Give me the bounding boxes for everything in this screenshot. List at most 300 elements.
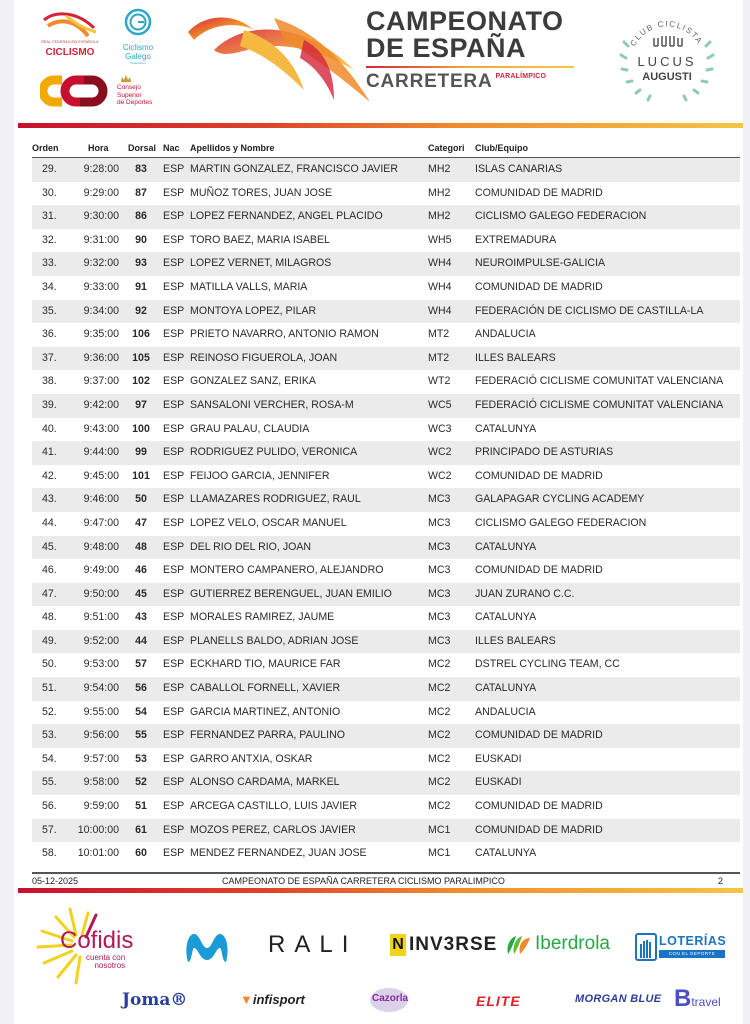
cell-club: JUAN ZURANO C.C. — [475, 587, 575, 600]
cell-hora: 9:32:00 — [83, 257, 119, 270]
cell-categoria: MC2 — [428, 776, 451, 789]
rfec-subtitle: REAL FEDERACIÓN ESPAÑOLA — [41, 40, 99, 44]
cell-nac: ESP — [163, 658, 185, 671]
sponsor-iberdrola — [504, 932, 610, 958]
col-dorsal: Dorsal — [128, 143, 157, 153]
cell-orden: 54. — [42, 752, 57, 765]
club-name-2: AUGUSTI — [642, 71, 692, 83]
cell-categoria: WH4 — [428, 257, 452, 270]
cell-orden: 43. — [42, 493, 57, 506]
cell-club: DSTREL CYCLING TEAM, CC — [475, 658, 620, 671]
title-carretera: CARRETERA — [366, 71, 493, 92]
cell-nombre: LOPEZ VELO, OSCAR MANUEL — [190, 516, 347, 529]
table-row — [32, 418, 740, 442]
cazorla-name: Cazorla — [372, 993, 409, 1004]
cell-categoria: MH2 — [428, 186, 451, 199]
crown-icon — [120, 74, 132, 83]
cell-nombre: MATILLA VALLS, MARIA — [190, 280, 308, 293]
cell-dorsal: 60 — [135, 847, 147, 860]
loterias-name: LOTERÍAS — [659, 934, 727, 948]
cell-nombre: MUÑOZ TORES, JUAN JOSE — [190, 186, 333, 199]
cell-dorsal: 105 — [132, 351, 150, 364]
cell-nombre: DEL RIO DEL RIO, JOAN — [190, 540, 312, 553]
cell-nombre: PRIETO NAVARRO, ANTONIO RAMON — [190, 328, 379, 341]
cell-club: CICLISMO GALEGO FEDERACION — [475, 210, 647, 223]
footer-date: 05-12-2025 — [32, 876, 79, 886]
cell-nac: ESP — [163, 682, 185, 695]
inverse-name: INV3RSE — [409, 934, 498, 955]
cell-nombre: MOZOS PEREZ, CARLOS JAVIER — [190, 823, 356, 836]
cell-nombre: CABALLOL FORNELL, XAVIER — [190, 682, 341, 695]
cell-dorsal: 100 — [132, 422, 150, 435]
table-row — [32, 701, 740, 725]
cell-nombre: MENDEZ FERNANDEZ, JUAN JOSE — [190, 847, 367, 860]
cell-hora: 9:43:00 — [83, 422, 119, 435]
cell-orden: 29. — [42, 163, 57, 175]
cell-orden: 35. — [42, 304, 57, 317]
cell-dorsal: 47 — [135, 516, 147, 529]
sponsor-infisport — [240, 992, 305, 1007]
cell-hora: 9:29:00 — [83, 186, 119, 199]
cell-nombre: TORO BAEZ, MARIA ISABEL — [190, 233, 330, 246]
cell-club: ANDALUCIA — [475, 328, 536, 341]
galego-logo — [118, 8, 158, 64]
cell-orden: 53. — [42, 729, 57, 742]
cell-club: CATALUNYA — [475, 540, 537, 553]
cell-hora: 9:54:00 — [83, 682, 119, 695]
cell-categoria: MC2 — [428, 682, 451, 695]
cell-orden: 30. — [42, 186, 57, 199]
cell-orden: 55. — [42, 776, 57, 789]
cell-categoria: WH4 — [428, 304, 452, 317]
cell-hora: 9:45:00 — [83, 469, 119, 482]
footer-rule — [32, 872, 740, 874]
document-page — [14, 0, 743, 1024]
table-row — [32, 559, 740, 583]
cell-nombre: RODRIGUEZ PULIDO, VERONICA — [190, 446, 358, 459]
cell-orden: 42. — [42, 469, 57, 482]
cell-categoria: MC3 — [428, 634, 451, 647]
cell-dorsal: 54 — [135, 705, 147, 718]
cell-nombre: FEIJOO GARCIA, JENNIFER — [190, 469, 330, 482]
cell-nombre: MONTERO CAMPANERO, ALEJANDRO — [190, 564, 384, 577]
table-row — [32, 300, 740, 324]
cell-hora: 9:59:00 — [83, 800, 119, 813]
cell-categoria: WH4 — [428, 280, 452, 293]
table-row — [32, 724, 740, 748]
cell-nac: ESP — [163, 186, 185, 199]
csd-logo — [40, 74, 170, 114]
table-row — [32, 653, 740, 677]
table-row — [32, 677, 740, 701]
col-hora: Hora — [88, 143, 109, 153]
col-club: Club/Equipo — [475, 143, 528, 153]
cell-dorsal: 45 — [135, 587, 147, 600]
cell-hora: 9:42:00 — [83, 398, 119, 411]
cell-club: CATALUNYA — [475, 422, 537, 435]
cell-club: COMUNIDAD DE MADRID — [475, 729, 603, 742]
cell-nac: ESP — [163, 847, 185, 860]
cell-nac: ESP — [163, 328, 185, 341]
btravel-text: travel — [691, 995, 721, 1009]
cell-dorsal: 99 — [135, 446, 147, 459]
cell-hora: 9:37:00 — [83, 375, 119, 388]
cell-dorsal: 55 — [135, 729, 147, 742]
cell-hora: 9:30:00 — [83, 210, 119, 223]
cell-categoria: MC3 — [428, 587, 451, 600]
cell-club: ILLES BALEARS — [475, 351, 556, 364]
table-row — [32, 630, 740, 654]
cell-nac: ESP — [163, 776, 185, 789]
cell-hora: 9:33:00 — [83, 280, 119, 293]
cell-club: EUSKADI — [475, 776, 522, 789]
cell-nac: ESP — [163, 540, 185, 553]
table-row — [32, 536, 740, 560]
cell-categoria: MC2 — [428, 729, 451, 742]
cell-orden: 50. — [42, 658, 57, 671]
cell-nac: ESP — [163, 257, 185, 270]
cell-nac: ESP — [163, 516, 185, 529]
cell-categoria: WC2 — [428, 469, 452, 482]
cell-nac: ESP — [163, 800, 185, 813]
sponsor-elite: ELITE — [476, 993, 521, 1009]
cell-dorsal: 91 — [135, 280, 147, 293]
cell-orden: 52. — [42, 705, 57, 718]
galego-name-1: Ciclismo — [122, 43, 154, 52]
cell-categoria: MH2 — [428, 210, 451, 223]
cell-nombre: GARRO ANTXIA, OSKAR — [190, 752, 313, 765]
table-row — [32, 252, 740, 276]
cell-orden: 39. — [42, 398, 57, 411]
cell-hora: 9:44:00 — [83, 446, 119, 459]
cell-hora: 10:00:00 — [77, 823, 119, 836]
cell-dorsal: 93 — [135, 257, 147, 270]
cell-hora: 9:56:00 — [83, 729, 119, 742]
cell-categoria: WH5 — [428, 233, 452, 246]
cell-hora: 9:31:00 — [83, 233, 119, 246]
cell-hora: 9:55:00 — [83, 705, 119, 718]
cell-dorsal: 106 — [132, 328, 150, 341]
cell-hora: 9:36:00 — [83, 351, 119, 364]
cell-nombre: ECKHARD TIO, MAURICE FAR — [190, 658, 341, 671]
cell-nac: ESP — [163, 375, 185, 388]
cell-nombre: LOPEZ FERNANDEZ, ANGEL PLACIDO — [190, 210, 383, 223]
cell-nombre: MARTIN GONZALEZ, FRANCISCO JAVIER — [190, 163, 398, 175]
table-row — [32, 488, 740, 512]
table-row — [32, 512, 740, 536]
movistar-logo-icon — [182, 928, 232, 968]
page-number: 2 — [718, 876, 724, 886]
cell-orden: 40. — [42, 422, 57, 435]
sponsor-cazorla — [369, 987, 409, 1013]
cell-club: EUSKADI — [475, 752, 522, 765]
table-header — [32, 140, 740, 158]
cell-dorsal: 90 — [135, 233, 147, 246]
cell-orden: 46. — [42, 564, 57, 577]
csd-line-3: de Deportes — [117, 99, 153, 106]
table-row — [32, 819, 740, 843]
cell-nombre: LOPEZ VERNET, MILAGROS — [190, 257, 332, 270]
rfec-swoosh-icon — [38, 10, 102, 40]
cell-nombre: LLAMAZARES RODRIGUEZ, RAUL — [190, 493, 361, 506]
cell-nac: ESP — [163, 564, 185, 577]
cofidis-name: Cofidis — [60, 927, 134, 954]
cell-dorsal: 43 — [135, 611, 147, 624]
title-line-1: CAMPEONATO — [366, 6, 564, 36]
cell-club: ILLES BALEARS — [475, 634, 556, 647]
cell-nombre: MONTOYA LOPEZ, PILAR — [190, 304, 317, 317]
cell-orden: 37. — [42, 351, 57, 364]
cell-orden: 58. — [42, 847, 57, 860]
event-title — [366, 8, 566, 93]
cell-orden: 36. — [42, 328, 57, 341]
cell-hora: 9:51:00 — [83, 611, 119, 624]
table-row — [32, 606, 740, 630]
rfec-logo — [38, 10, 102, 64]
cell-hora: 9:52:00 — [83, 634, 119, 647]
table-row — [32, 465, 740, 489]
cell-nombre: REINOSO FIGUEROLA, JOAN — [190, 351, 338, 364]
cell-orden: 34. — [42, 280, 57, 293]
title-line-3 — [366, 71, 566, 93]
cell-dorsal: 50 — [135, 493, 147, 506]
csd-line-2: Superior — [117, 91, 142, 99]
cell-nac: ESP — [163, 634, 185, 647]
club-name-1: LUCUS — [637, 54, 697, 69]
laurel-wreath-icon — [614, 6, 720, 112]
cell-nac: ESP — [163, 823, 185, 836]
cell-nac: ESP — [163, 210, 185, 223]
cell-orden: 47. — [42, 587, 57, 600]
table-row — [32, 795, 740, 819]
start-list-table — [32, 140, 740, 866]
csd-line-1: Consejo — [117, 84, 141, 91]
cell-categoria: MC3 — [428, 611, 451, 624]
cell-nac: ESP — [163, 304, 185, 317]
inverse-badge: N — [390, 934, 406, 956]
cell-club: CATALUNYA — [475, 682, 537, 695]
cell-nombre: ARCEGA CASTILLO, LUIS JAVIER — [190, 800, 358, 813]
cell-club: CATALUNYA — [475, 611, 537, 624]
table-row — [32, 583, 740, 607]
col-orden: Orden — [32, 143, 59, 153]
col-nombre: Apellidos y Nombre — [190, 143, 275, 153]
sponsor-cofidis — [36, 905, 156, 985]
cell-nombre: SANSALONI VERCHER, ROSA-M — [190, 398, 354, 411]
cell-orden: 45. — [42, 540, 57, 553]
btravel-b: B — [674, 985, 692, 1012]
header-gradient-bar — [18, 123, 743, 128]
sponsor-btravel — [674, 985, 721, 1013]
table-row — [32, 441, 740, 465]
cell-club: FEDERACIÓN DE CICLISMO DE CASTILLA-LA — [475, 304, 704, 317]
cell-categoria: MC2 — [428, 658, 451, 671]
cell-categoria: WC3 — [428, 422, 452, 435]
cell-categoria: MH2 — [428, 163, 451, 175]
cofidis-tagline — [86, 954, 125, 970]
galego-g-icon — [123, 8, 153, 36]
cell-orden: 31. — [42, 210, 57, 223]
cell-nac: ESP — [163, 729, 185, 742]
cell-hora: 9:34:00 — [83, 304, 119, 317]
table-row — [32, 394, 740, 418]
cell-dorsal: 48 — [135, 540, 147, 553]
cell-orden: 56. — [42, 800, 57, 813]
cell-dorsal: 83 — [135, 163, 147, 175]
cell-club: COMUNIDAD DE MADRID — [475, 469, 603, 482]
cell-nac: ESP — [163, 422, 185, 435]
cofidis-tagline-1: cuenta con — [86, 953, 126, 962]
cell-nac: ESP — [163, 611, 185, 624]
galego-name-2: Galego — [125, 52, 151, 61]
cell-hora: 9:50:00 — [83, 587, 119, 600]
cell-hora: 9:47:00 — [83, 516, 119, 529]
cell-dorsal: 86 — [135, 210, 147, 223]
cell-club: CICLISMO GALEGO FEDERACION — [475, 516, 647, 529]
cell-club: COMUNIDAD DE MADRID — [475, 186, 603, 199]
cyclist-swoosh-graphic — [184, 10, 372, 106]
cell-orden: 57. — [42, 823, 57, 836]
cell-nombre: GRAU PALAU, CLAUDIA — [190, 422, 310, 435]
header — [14, 0, 743, 125]
cell-orden: 49. — [42, 634, 57, 647]
cell-categoria: MC1 — [428, 823, 451, 836]
cell-categoria: WC5 — [428, 398, 452, 411]
sponsor-joma: Joma® — [122, 990, 188, 1010]
cell-orden: 48. — [42, 611, 57, 624]
footer-gradient-bar — [18, 888, 743, 893]
cell-nombre: PLANELLS BALDO, ADRIAN JOSE — [190, 634, 359, 647]
cell-dorsal: 52 — [135, 776, 147, 789]
cofidis-tagline-2: nosotros — [94, 961, 126, 970]
cell-dorsal: 53 — [135, 752, 147, 765]
cell-nac: ESP — [163, 446, 185, 459]
csd-mark-icon — [40, 74, 112, 108]
cell-orden: 44. — [42, 516, 57, 529]
cell-nac: ESP — [163, 705, 185, 718]
cell-orden: 51. — [42, 682, 57, 695]
cell-dorsal: 46 — [135, 564, 147, 577]
rfec-name: CICLISMO — [45, 47, 95, 58]
cell-nombre: GONZALEZ SANZ, ERIKA — [190, 375, 316, 388]
cell-club: FEDERACIÓ CICLISME COMUNITAT VALENCIANA — [475, 375, 724, 388]
cell-categoria: MC1 — [428, 847, 451, 860]
cell-club: EXTREMADURA — [475, 233, 557, 246]
cell-nombre: FERNANDEZ PARRA, PAULINO — [190, 729, 346, 742]
cell-dorsal: 101 — [132, 469, 150, 482]
loterias-sub: CON EL DEPORTE — [659, 950, 725, 958]
cell-nombre: MORALES RAMIREZ, JAUME — [190, 611, 335, 624]
cell-nac: ESP — [163, 587, 185, 600]
cell-nombre: GUTIERREZ BERENGUEL, JUAN EMILIO — [190, 587, 392, 600]
infisport-name: infisport — [252, 992, 305, 1007]
cell-nac: ESP — [163, 469, 185, 482]
cell-categoria: MC2 — [428, 705, 451, 718]
cell-categoria: MC3 — [428, 516, 451, 529]
cell-nac: ESP — [163, 163, 185, 175]
cell-club: COMUNIDAD DE MADRID — [475, 800, 603, 813]
cell-categoria: MC3 — [428, 564, 451, 577]
sponsor-inverse — [390, 934, 497, 958]
infisport-v-icon: ▼ — [240, 992, 253, 1007]
cell-nombre: ALONSO CARDAMA, MARKEL — [190, 776, 340, 789]
cell-dorsal: 97 — [135, 398, 147, 411]
table-row — [32, 205, 740, 229]
cell-orden: 32. — [42, 233, 57, 246]
loterias-hand-icon — [635, 932, 657, 962]
cell-hora: 9:35:00 — [83, 328, 119, 341]
table-row — [32, 842, 740, 866]
cell-dorsal: 102 — [132, 375, 150, 388]
table-row — [32, 771, 740, 795]
cell-dorsal: 51 — [135, 800, 147, 813]
cell-nombre: GARCIA MARTINEZ, ANTONIO — [190, 705, 341, 718]
cell-club: COMUNIDAD DE MADRID — [475, 823, 603, 836]
cell-hora: 9:53:00 — [83, 658, 119, 671]
cell-categoria: WT2 — [428, 375, 451, 388]
lucus-augusti-logo — [614, 6, 720, 112]
cell-dorsal: 87 — [135, 186, 147, 199]
table-row — [32, 370, 740, 394]
title-rule — [366, 66, 574, 68]
table-row — [32, 276, 740, 300]
cell-nac: ESP — [163, 752, 185, 765]
title-badge: PARALÍMPICO — [495, 73, 547, 80]
sponsor-rali: RALI — [268, 931, 358, 958]
cell-dorsal: 56 — [135, 682, 147, 695]
table-row — [32, 323, 740, 347]
cell-nac: ESP — [163, 493, 185, 506]
table-body — [32, 158, 740, 866]
cell-hora: 9:57:00 — [83, 752, 119, 765]
cell-orden: 33. — [42, 257, 57, 270]
sponsor-morgan-blue: MORGAN BLUE — [575, 993, 662, 1005]
cell-hora: 10:01:00 — [77, 847, 119, 860]
cell-club: GALAPAGAR CYCLING ACADEMY — [475, 493, 645, 506]
cell-categoria: WC2 — [428, 446, 452, 459]
cell-categoria: MC3 — [428, 493, 451, 506]
cell-hora: 9:49:00 — [83, 564, 119, 577]
title-line-2: DE ESPAÑA — [366, 33, 527, 63]
cell-dorsal: 44 — [135, 634, 147, 647]
cell-dorsal: 92 — [135, 304, 147, 317]
cell-dorsal: 61 — [135, 823, 147, 836]
galego-sub: Federación — [130, 61, 146, 65]
cell-categoria: MC2 — [428, 752, 451, 765]
cell-categoria: MT2 — [428, 328, 450, 341]
cell-hora: 9:48:00 — [83, 540, 119, 553]
cell-nac: ESP — [163, 351, 185, 364]
cell-hora: 9:28:00 — [83, 163, 119, 175]
cell-club: COMUNIDAD DE MADRID — [475, 564, 603, 577]
cell-hora: 9:58:00 — [83, 776, 119, 789]
cell-club: CATALUNYA — [475, 847, 537, 860]
cell-nac: ESP — [163, 398, 185, 411]
cell-nac: ESP — [163, 233, 185, 246]
cell-club: ISLAS CANARIAS — [475, 163, 563, 175]
cell-hora: 9:46:00 — [83, 493, 119, 506]
table-row — [32, 748, 740, 772]
iberdrola-name: Iberdrola — [535, 933, 610, 954]
cell-club: COMUNIDAD DE MADRID — [475, 280, 603, 293]
csd-text — [117, 84, 152, 107]
table-row — [32, 347, 740, 371]
cell-club: ANDALUCIA — [475, 705, 536, 718]
cell-categoria: MC2 — [428, 800, 451, 813]
cell-dorsal: 57 — [135, 658, 147, 671]
cell-nac: ESP — [163, 280, 185, 293]
col-categoria: Categori — [428, 143, 465, 153]
